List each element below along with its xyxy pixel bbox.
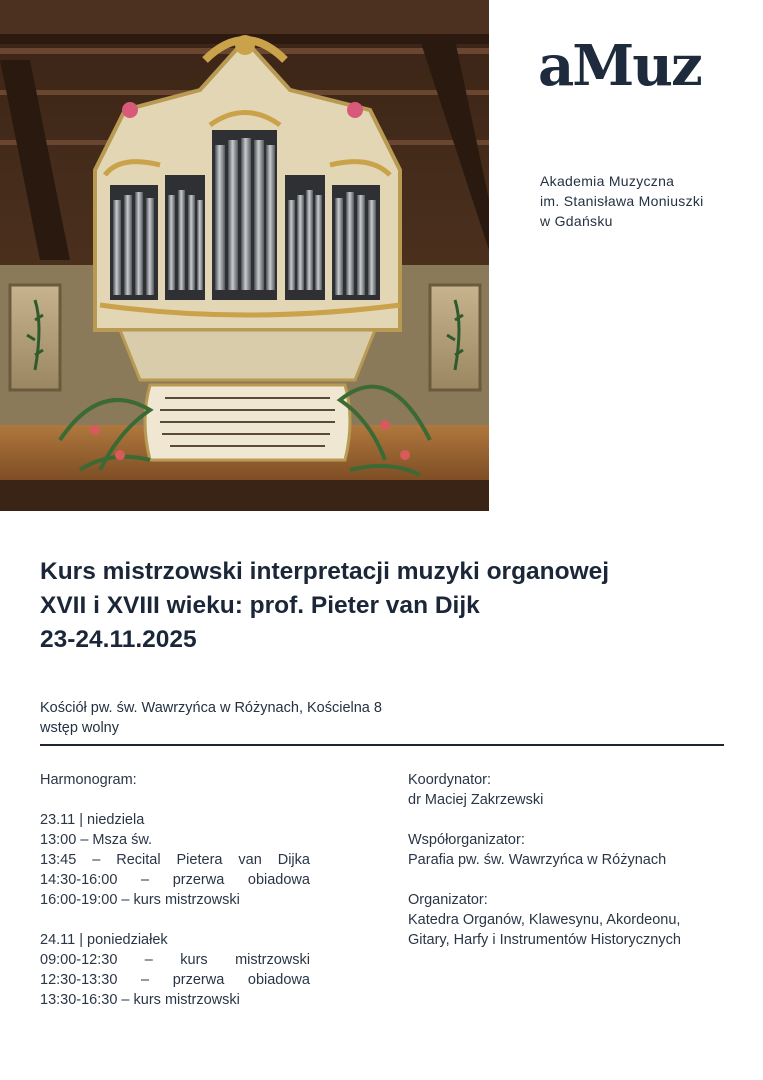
schedule-item: 16:00-19:00 – kurs mistrzowski [40, 892, 240, 908]
schedule [40, 770, 310, 1010]
schedule-word: mistrzowski [235, 952, 310, 968]
schedule-word: van [238, 852, 262, 868]
schedule-word: przerwa [172, 872, 225, 888]
coordinator-label: Koordynator: [408, 772, 492, 788]
schedule-word: przerwa [172, 972, 225, 988]
title-line: Kurs mistrzowski interpretacji muzyki organowej [40, 558, 610, 585]
schedule-item [40, 970, 310, 990]
schedule-item: 13:30-16:30 – kurs mistrzowski [40, 992, 240, 1008]
schedule-word: 09:00-12:30 [40, 952, 118, 968]
divider [40, 744, 724, 746]
schedule-word: 12:30-13:30 [40, 972, 118, 988]
day-items [40, 830, 310, 910]
coorganizer-label: Współorganizator: [408, 832, 525, 848]
schedule-word: Dijka [277, 852, 310, 868]
organ-photo [0, 0, 489, 511]
day-items [40, 950, 310, 1010]
venue-admission: wstęp wolny [40, 720, 119, 736]
coordinator-name: dr Maciej Zakrzewski [408, 792, 544, 808]
schedule-word: – [92, 852, 101, 868]
schedule-word: – [141, 872, 150, 888]
schedule-item: 13:00 – Msza św. [40, 832, 153, 848]
schedule-item [40, 850, 310, 870]
schedule-word: 14:30-16:00 [40, 872, 118, 888]
academy-line: im. Stanisława Moniuszki [540, 193, 704, 209]
venue-address: Kościół pw. św. Wawrzyńca w Różynach, Kościelna 8 [40, 700, 382, 716]
schedule-heading: Harmonogram: [40, 772, 137, 788]
schedule-word: 13:45 [40, 852, 77, 868]
schedule-word: – [144, 952, 153, 968]
schedule-word: obiadowa [247, 872, 310, 888]
organizer-label: Organizator: [408, 892, 488, 908]
day-header: 24.11 | poniedziałek [40, 932, 168, 948]
coorganizer-name: Parafia pw. św. Wawrzyńca w Różynach [408, 852, 667, 868]
day-header: 23.11 | niedziela [40, 812, 145, 828]
academy-line: Akademia Muzyczna [540, 173, 675, 189]
title-line: XVII i XVIII wieku: prof. Pieter van Dijk [40, 592, 480, 619]
academy-line: w Gdańsku [540, 213, 613, 229]
schedule-item [40, 950, 310, 970]
schedule-word: Pietera [176, 852, 223, 868]
schedule-word: Recital [116, 852, 161, 868]
schedule-item [40, 870, 310, 890]
info-column [408, 770, 748, 950]
schedule-word: obiadowa [247, 972, 310, 988]
organizer-name: Gitary, Harfy i Instrumentów Historycznych [408, 932, 681, 948]
academy-name [540, 171, 750, 231]
event-title [40, 555, 730, 657]
schedule-word: kurs [180, 952, 208, 968]
event-date: 23-24.11.2025 [40, 626, 197, 653]
amuz-logo: aMuz [538, 33, 701, 99]
schedule-word: – [141, 972, 150, 988]
organizer-name: Katedra Organów, Klawesynu, Akordeonu, [408, 912, 681, 928]
venue-block [40, 698, 540, 738]
